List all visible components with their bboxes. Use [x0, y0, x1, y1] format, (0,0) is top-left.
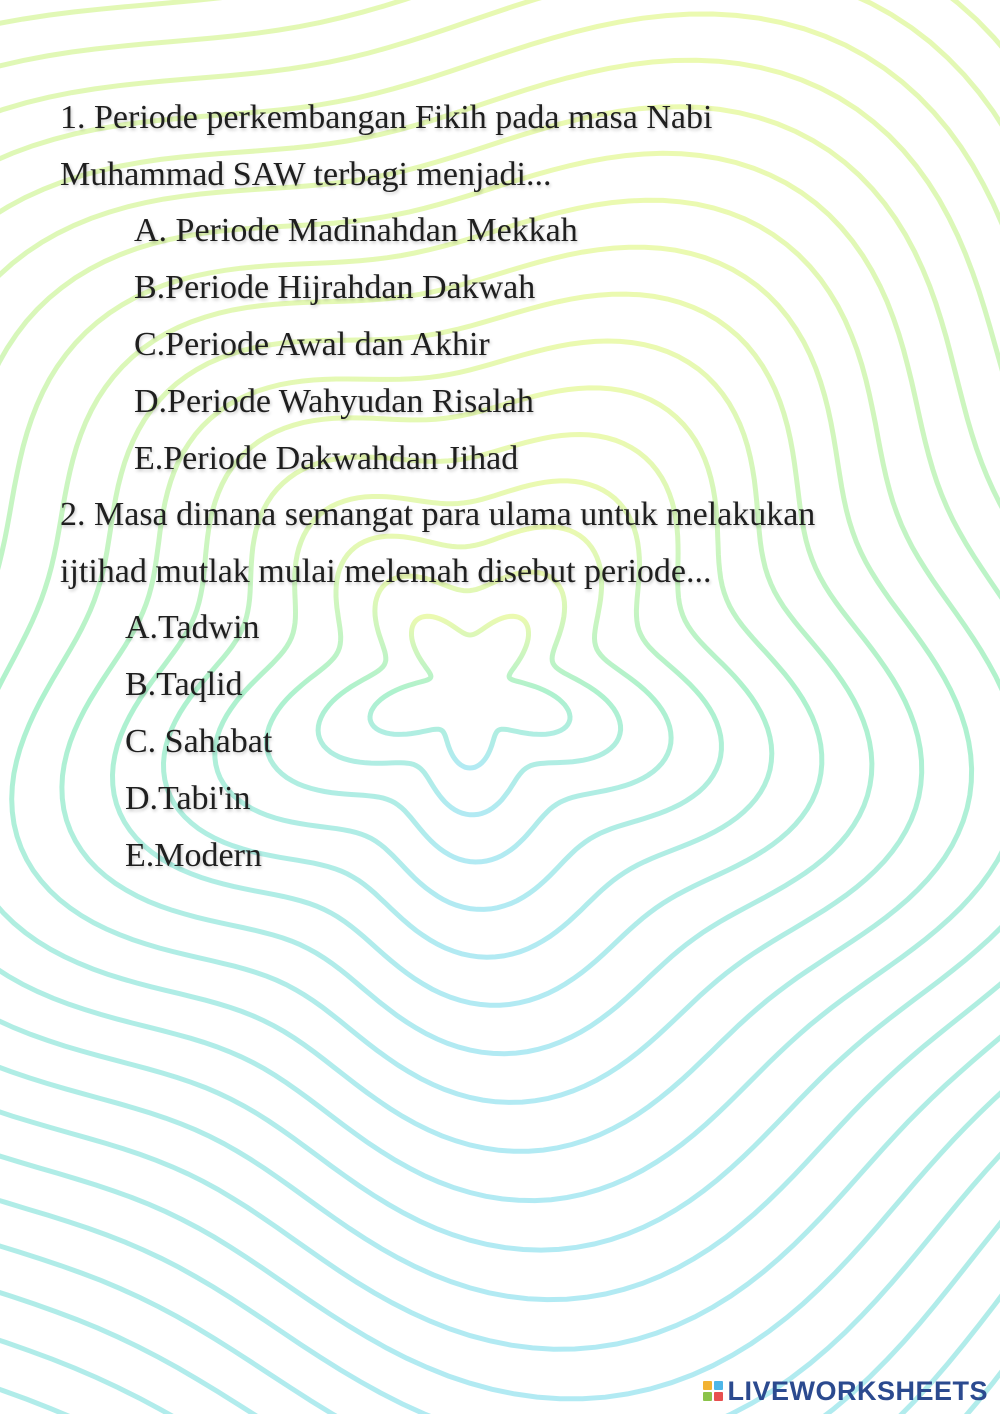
question-1-option-d[interactable]: D.Periode Wahyudan Risalah: [134, 383, 534, 420]
question-2-line-2: ijtihad mutlak mulai melemah disebut periode...: [60, 553, 712, 590]
question-2-option-d[interactable]: D.Tabi'in: [125, 780, 251, 817]
question-2-option-c[interactable]: C. Sahabat: [125, 723, 273, 760]
liveworksheets-logo: [703, 1376, 988, 1406]
question-2-option-b[interactable]: B.Taqlid: [125, 666, 243, 703]
question-1-option-a[interactable]: A. Periode Madinahdan Mekkah: [134, 212, 578, 249]
question-1-line-2: Muhammad SAW terbagi menjadi...: [60, 156, 552, 193]
question-2-option-e[interactable]: E.Modern: [125, 837, 262, 874]
question-2-line-1: 2. Masa dimana semangat para ulama untuk melakukan: [60, 496, 816, 533]
question-1-option-b[interactable]: B.Periode Hijrahdan Dakwah: [134, 269, 536, 306]
liveworksheets-grid-icon: [703, 1381, 723, 1401]
question-1-text: [60, 89, 960, 203]
brand-name: LIVEWORKSHEETS: [727, 1375, 988, 1406]
question-1-line-1: 1. Periode perkembangan Fikih pada masa Nabi: [60, 99, 713, 136]
question-2-option-a[interactable]: A.Tadwin: [125, 609, 260, 646]
question-1-option-e[interactable]: E.Periode Dakwahdan Jihad: [134, 440, 519, 477]
question-2-text: [60, 486, 960, 600]
question-1-option-c[interactable]: C.Periode Awal dan Akhir: [134, 326, 490, 363]
